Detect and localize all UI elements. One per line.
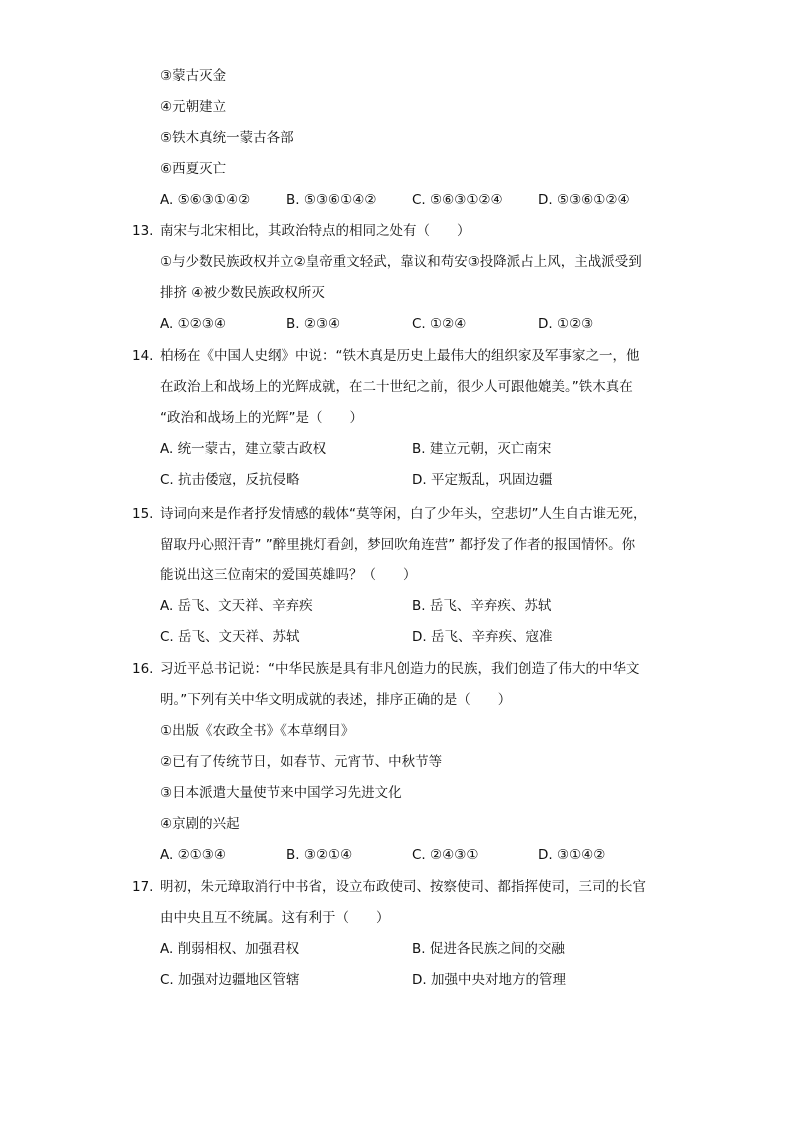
- q16-option-c: C. ②④③①: [412, 847, 479, 863]
- q16-item-1: ①出版《农政全书》《本草纲目》: [160, 723, 355, 739]
- q12-item-6: ⑥西夏灭亡: [160, 161, 227, 177]
- q16-stem-line-2: 明。”下列有关中华文明成就的表述，排序正确的是（ ）: [160, 692, 512, 708]
- q13-number: 13.: [132, 223, 154, 239]
- q12-option-a: A. ⑤⑥③①④②: [160, 192, 251, 208]
- q14-option-c: C. 抗击倭寇，反抗侵略: [160, 472, 300, 488]
- q17-option-c: C. 加强对边疆地区管辖: [160, 972, 300, 988]
- q17-number: 17.: [132, 879, 154, 895]
- q16-number: 16.: [132, 661, 154, 677]
- q13-stem-line-2: ①与少数民族政权并立②皇帝重文轻武，靠议和苟安③投降派占上风，主战派受到: [160, 254, 642, 270]
- q17-option-d: D. 加强中央对地方的管理: [412, 972, 566, 988]
- q17-stem-line-1: 明初，朱元璋取消行中书省，设立布政使司、按察使司、都指挥使司，三司的长官: [160, 879, 646, 895]
- q15-option-a: A. 岳飞、文天祥、辛弃疾: [160, 598, 313, 614]
- q16-option-a: A. ②①③④: [160, 847, 226, 863]
- q16-stem-line-1: 习近平总书记说：“中华民族是具有非凡创造力的民族，我们创造了伟大的中华文: [160, 661, 640, 677]
- q15-stem-line-2: 留取丹心照汗青” ”醉里挑灯看剑，梦回吹角连营” 都抒发了作者的报国情怀。你: [160, 537, 636, 553]
- q12-option-c: C. ⑤⑥③①②④: [412, 192, 503, 208]
- q15-number: 15.: [132, 506, 154, 522]
- q14-number: 14.: [132, 348, 154, 364]
- q12-item-4: ④元朝建立: [160, 99, 227, 115]
- q15-stem-line-1: 诗词向来是作者抒发情感的载体“莫等闲，白了少年头，空悲切”人生自古谁无死，: [160, 506, 647, 522]
- q14-stem-line-2: 在政治上和战场上的光辉成就，在二十世纪之前，很少人可跟他媲美。”铁木真在: [160, 379, 633, 395]
- q15-stem-line-3: 能说出这三位南宋的爱国英雄吗？（ ）: [160, 567, 417, 583]
- q16-item-4: ④京剧的兴起: [160, 816, 240, 832]
- q16-option-b: B. ③②①④: [286, 847, 353, 863]
- q14-option-b: B. 建立元朝，灭亡南宋: [412, 441, 552, 457]
- q12-option-b: B. ⑤③⑥①④②: [286, 192, 377, 208]
- q14-option-d: D. 平定叛乱，巩固边疆: [412, 472, 553, 488]
- q17-option-b: B. 促进各民族之间的交融: [412, 941, 565, 957]
- q13-stem-line-3: 排挤 ④被少数民族政权所灭: [160, 285, 325, 301]
- q17-stem-line-2: 由中央且互不统属。这有利于（ ）: [160, 910, 390, 926]
- q13-stem-line-1: 南宋与北宋相比，其政治特点的相同之处有（ ）: [160, 223, 471, 239]
- q14-stem-line-1: 柏杨在《中国人史纲》中说：“铁木真是历史上最伟大的组织家及军事家之一，他: [160, 348, 640, 364]
- q12-item-3: ③蒙古灭金: [160, 68, 227, 84]
- q12-item-5: ⑤铁木真统一蒙古各部: [160, 130, 294, 146]
- q16-item-3: ③日本派遣大量使节来中国学习先进文化: [160, 785, 402, 801]
- q13-option-a: A. ①②③④: [160, 316, 226, 332]
- q13-option-b: B. ②③④: [286, 316, 341, 332]
- q13-option-c: C. ①②④: [412, 316, 467, 332]
- q12-option-d: D. ⑤③⑥①②④: [538, 192, 630, 208]
- q13-option-d: D. ①②③: [538, 316, 594, 332]
- q15-option-b: B. 岳飞、辛弃疾、苏轼: [412, 598, 552, 614]
- q17-option-a: A. 削弱相权、加强君权: [160, 941, 300, 957]
- q15-option-d: D. 岳飞、辛弃疾、寇准: [412, 629, 553, 645]
- q16-option-d: D. ③①④②: [538, 847, 606, 863]
- q16-item-2: ②已有了传统节日，如春节、元宵节、中秋节等: [160, 754, 443, 770]
- q15-option-c: C. 岳飞、文天祥、苏轼: [160, 629, 300, 645]
- q14-stem-line-3: “政治和战场上的光辉”是（ ）: [160, 410, 363, 426]
- q14-option-a: A. 统一蒙古，建立蒙古政权: [160, 441, 327, 457]
